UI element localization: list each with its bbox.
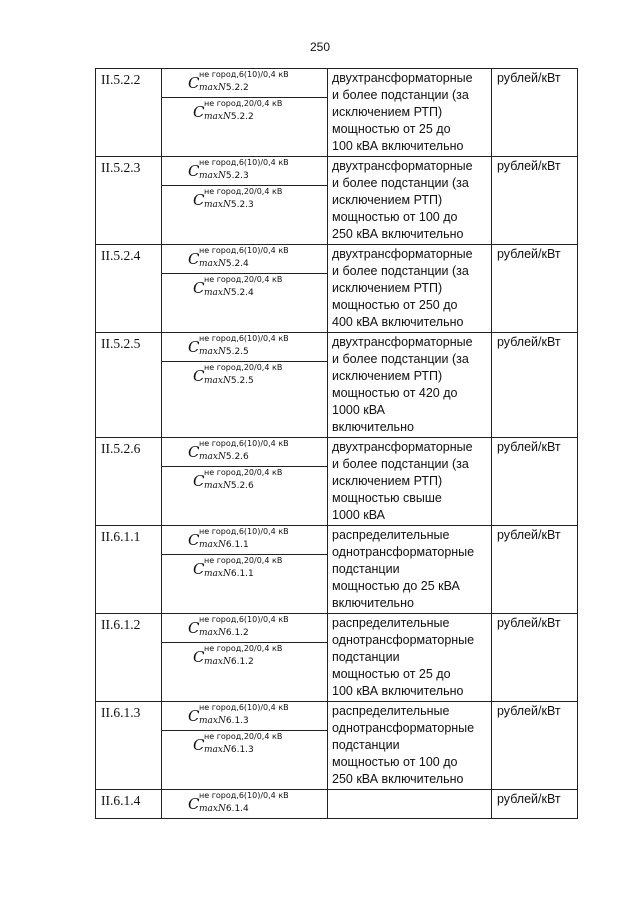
formula-superscript: не город,6(10)/0,4 кВ — [199, 158, 289, 167]
description-line: двухтрансформаторные — [332, 159, 473, 173]
formula-subscript-index: 5.2.5 — [225, 347, 249, 357]
description-line: распределительные — [332, 704, 450, 718]
description-line: мощностью до 25 кВА — [332, 579, 460, 593]
description-line: двухтрансформаторные — [332, 440, 473, 454]
formula-subscript-var: maxN — [204, 376, 231, 386]
formula-subscript-var: maxN — [199, 452, 226, 462]
description-line: 400 кВА включительно — [332, 315, 464, 329]
formula-20kv — [162, 466, 327, 495]
item-code: II.6.1.3 — [96, 702, 162, 790]
description-line: мощностью свыше — [332, 491, 442, 505]
unit-cell: рублей/кВт — [492, 614, 578, 702]
formula-superscript: не город,6(10)/0,4 кВ — [199, 439, 289, 448]
formula-subscript — [204, 657, 254, 667]
formula-subscript-index: 6.1.2 — [230, 657, 254, 667]
description-line: и более подстанции (за — [332, 352, 469, 366]
description-line: подстанции — [332, 562, 400, 576]
formula-subscript-var: maxN — [199, 540, 226, 550]
formula-20kv — [162, 642, 327, 671]
description-line: и более подстанции (за — [332, 176, 469, 190]
unit-cell: рублей/кВт — [492, 157, 578, 245]
description-line: мощностью от 100 до — [332, 210, 458, 224]
item-code: II.6.1.1 — [96, 526, 162, 614]
formula-20kv — [162, 185, 327, 214]
description-line: 250 кВА включительно — [332, 227, 464, 241]
formula-subscript — [204, 481, 254, 491]
formula-subscript-index: 6.1.1 — [225, 540, 249, 550]
description-line: включительно — [332, 596, 414, 610]
description-line: исключением РТП) — [332, 369, 443, 383]
formula-subscript — [199, 83, 249, 93]
formula-6-10kv — [162, 526, 327, 554]
formula-superscript: не город,20/0,4 кВ — [204, 99, 283, 108]
formula-subscript-var: maxN — [199, 628, 226, 638]
description-line: мощностью от 420 до — [332, 386, 458, 400]
description-cell — [328, 333, 492, 438]
formula-symbol: C — [193, 367, 205, 385]
description-line: исключением РТП) — [332, 474, 443, 488]
formula-subscript — [204, 200, 254, 210]
description-line: мощностью от 100 до — [332, 755, 458, 769]
formula-superscript: не город,20/0,4 кВ — [204, 363, 283, 372]
table-row — [96, 790, 578, 819]
formula-subscript-var: maxN — [199, 804, 226, 814]
formula-cell — [162, 333, 328, 438]
formula-superscript: не город,20/0,4 кВ — [204, 187, 283, 196]
formula-subscript-index: 5.2.2 — [225, 83, 249, 93]
unit-cell: рублей/кВт — [492, 790, 578, 819]
formula-superscript: не город,20/0,4 кВ — [204, 732, 283, 741]
formula-subscript — [199, 171, 249, 181]
item-code: II.5.2.2 — [96, 69, 162, 157]
formula-superscript: не город,6(10)/0,4 кВ — [199, 791, 289, 800]
formula-cell — [162, 790, 328, 819]
formula-subscript — [199, 540, 249, 550]
table-row — [96, 526, 578, 614]
unit-cell: рублей/кВт — [492, 69, 578, 157]
description-line: и более подстанции (за — [332, 264, 469, 278]
formula-subscript — [199, 452, 249, 462]
formula-20kv — [162, 730, 327, 759]
formula-symbol: C — [188, 74, 200, 92]
formula-superscript: не город,20/0,4 кВ — [204, 556, 283, 565]
formula-20kv — [162, 97, 327, 126]
formula-subscript — [199, 804, 249, 814]
formula-symbol: C — [193, 103, 205, 121]
formula-subscript-var: maxN — [199, 83, 226, 93]
description-line: исключением РТП) — [332, 193, 443, 207]
item-code: II.6.1.2 — [96, 614, 162, 702]
formula-superscript: не город,6(10)/0,4 кВ — [199, 703, 289, 712]
item-code: II.5.2.5 — [96, 333, 162, 438]
formula-superscript: не город,6(10)/0,4 кВ — [199, 615, 289, 624]
formula-superscript: не город,6(10)/0,4 кВ — [199, 70, 289, 79]
formula-subscript-var: maxN — [204, 745, 231, 755]
tariff-table — [95, 68, 578, 819]
description-line: распределительные — [332, 616, 450, 630]
formula-subscript-var: maxN — [199, 347, 226, 357]
table-row — [96, 438, 578, 526]
formula-symbol: C — [188, 795, 200, 813]
description-cell — [328, 702, 492, 790]
formula-symbol: C — [188, 162, 200, 180]
formula-6-10kv — [162, 614, 327, 642]
description-line: подстанции — [332, 650, 400, 664]
formula-symbol: C — [193, 191, 205, 209]
formula-subscript-var: maxN — [199, 259, 226, 269]
formula-subscript — [204, 112, 254, 122]
description-line: подстанции — [332, 738, 400, 752]
description-line: 1000 кВА — [332, 403, 386, 417]
description-line: мощностью от 250 до — [332, 298, 458, 312]
description-line: мощностью от 25 до — [332, 122, 451, 136]
item-code: II.5.2.4 — [96, 245, 162, 333]
formula-subscript — [199, 259, 249, 269]
formula-subscript-index: 6.1.4 — [225, 804, 249, 814]
formula-subscript-var: maxN — [199, 716, 226, 726]
unit-cell: рублей/кВт — [492, 333, 578, 438]
formula-symbol: C — [193, 736, 205, 754]
description-cell — [328, 526, 492, 614]
formula-cell — [162, 245, 328, 333]
formula-superscript: не город,20/0,4 кВ — [204, 468, 283, 477]
description-line: двухтрансформаторные — [332, 335, 473, 349]
formula-symbol: C — [188, 619, 200, 637]
description-cell — [328, 614, 492, 702]
description-line: 1000 кВА — [332, 508, 386, 522]
item-code: II.5.2.3 — [96, 157, 162, 245]
description-line: включительно — [332, 420, 414, 434]
formula-cell — [162, 614, 328, 702]
unit-cell: рублей/кВт — [492, 438, 578, 526]
formula-superscript: не город,6(10)/0,4 кВ — [199, 527, 289, 536]
tariff-table-body — [96, 69, 578, 819]
formula-subscript — [204, 288, 254, 298]
formula-subscript-index: 5.2.3 — [225, 171, 249, 181]
table-row — [96, 245, 578, 333]
formula-subscript — [199, 628, 249, 638]
description-line: двухтрансформаторные — [332, 71, 473, 85]
description-line: 250 кВА включительно — [332, 772, 464, 786]
formula-superscript: не город,20/0,4 кВ — [204, 275, 283, 284]
item-code: II.6.1.4 — [96, 790, 162, 819]
formula-subscript-index: 6.1.3 — [230, 745, 254, 755]
table-row — [96, 702, 578, 790]
formula-6-10kv — [162, 790, 327, 818]
page-number: 250 — [309, 40, 331, 54]
description-line: исключением РТП) — [332, 281, 443, 295]
formula-symbol: C — [188, 338, 200, 356]
table-row — [96, 157, 578, 245]
formula-6-10kv — [162, 333, 327, 361]
unit-cell: рублей/кВт — [492, 526, 578, 614]
formula-symbol: C — [188, 250, 200, 268]
formula-6-10kv — [162, 69, 327, 97]
formula-subscript-index: 5.2.6 — [225, 452, 249, 462]
description-line: 100 кВА включительно — [332, 684, 464, 698]
formula-subscript-var: maxN — [204, 200, 231, 210]
description-line: двухтрансформаторные — [332, 247, 473, 261]
formula-subscript — [204, 569, 254, 579]
formula-subscript-index: 5.2.6 — [230, 481, 254, 491]
description-line: однотрансформаторные — [332, 633, 475, 647]
formula-symbol: C — [193, 648, 205, 666]
formula-6-10kv — [162, 438, 327, 466]
formula-subscript-var: maxN — [204, 569, 231, 579]
formula-subscript — [199, 347, 249, 357]
description-line: однотрансформаторные — [332, 721, 475, 735]
formula-20kv — [162, 273, 327, 302]
formula-superscript: не город,6(10)/0,4 кВ — [199, 246, 289, 255]
formula-symbol: C — [193, 472, 205, 490]
formula-subscript-index: 6.1.2 — [225, 628, 249, 638]
formula-symbol: C — [188, 443, 200, 461]
formula-subscript — [199, 716, 249, 726]
description-line: распределительные — [332, 528, 450, 542]
formula-6-10kv — [162, 702, 327, 730]
description-line: исключением РТП) — [332, 105, 443, 119]
formula-symbol: C — [188, 531, 200, 549]
formula-subscript-var: maxN — [204, 657, 231, 667]
formula-cell — [162, 157, 328, 245]
formula-subscript-var: maxN — [204, 112, 231, 122]
formula-subscript — [204, 745, 254, 755]
formula-subscript — [204, 376, 254, 386]
formula-cell — [162, 438, 328, 526]
formula-subscript-index: 6.1.3 — [225, 716, 249, 726]
formula-subscript-var: maxN — [204, 288, 231, 298]
description-cell — [328, 157, 492, 245]
formula-symbol: C — [188, 707, 200, 725]
formula-superscript: не город,6(10)/0,4 кВ — [199, 334, 289, 343]
formula-superscript: не город,20/0,4 кВ — [204, 644, 283, 653]
description-cell — [328, 438, 492, 526]
description-cell — [328, 245, 492, 333]
description-cell — [328, 790, 492, 819]
description-line: и более подстанции (за — [332, 88, 469, 102]
description-line: и более подстанции (за — [332, 457, 469, 471]
formula-6-10kv — [162, 245, 327, 273]
formula-20kv — [162, 554, 327, 583]
formula-subscript-index: 5.2.4 — [225, 259, 249, 269]
formula-subscript-var: maxN — [199, 171, 226, 181]
description-line: 100 кВА включительно — [332, 139, 464, 153]
formula-subscript-index: 5.2.4 — [230, 288, 254, 298]
formula-subscript-index: 5.2.5 — [230, 376, 254, 386]
table-row — [96, 69, 578, 157]
description-cell — [328, 69, 492, 157]
unit-cell: рублей/кВт — [492, 702, 578, 790]
item-code: II.5.2.6 — [96, 438, 162, 526]
unit-cell: рублей/кВт — [492, 245, 578, 333]
formula-20kv — [162, 361, 327, 390]
table-row — [96, 614, 578, 702]
formula-cell — [162, 526, 328, 614]
formula-subscript-var: maxN — [204, 481, 231, 491]
formula-cell — [162, 702, 328, 790]
formula-subscript-index: 5.2.2 — [230, 112, 254, 122]
table-row — [96, 333, 578, 438]
formula-subscript-index: 5.2.3 — [230, 200, 254, 210]
description-line: однотрансформаторные — [332, 545, 475, 559]
description-line: мощностью от 25 до — [332, 667, 451, 681]
formula-symbol: C — [193, 279, 205, 297]
formula-subscript-index: 6.1.1 — [230, 569, 254, 579]
formula-cell — [162, 69, 328, 157]
formula-symbol: C — [193, 560, 205, 578]
formula-6-10kv — [162, 157, 327, 185]
